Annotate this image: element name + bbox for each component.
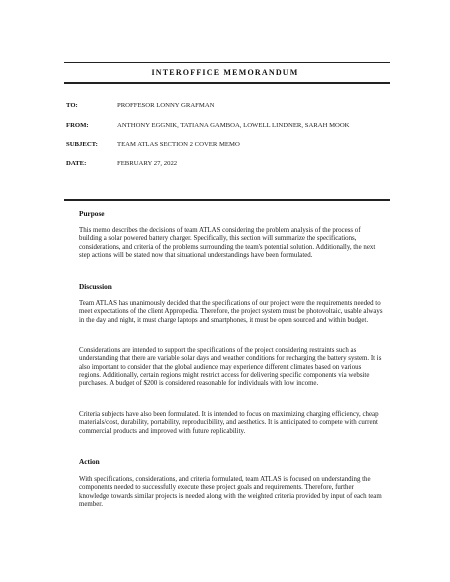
header-date-value: FEBRUARY 27, 2022 bbox=[117, 160, 178, 167]
header-from-label: FROM: bbox=[66, 122, 89, 129]
top-rule bbox=[64, 62, 390, 63]
header-subject-label: SUBJECT: bbox=[66, 141, 98, 148]
action-heading: Action bbox=[79, 457, 100, 466]
header-subject-value: TEAM ATLAS SECTION 2 COVER MEMO bbox=[117, 141, 240, 148]
discussion-heading: Discussion bbox=[79, 282, 112, 291]
header-to-label: TO: bbox=[66, 102, 78, 109]
header-to-value: PROFFESOR LONNY GRAFMAN bbox=[117, 102, 215, 109]
purpose-heading: Purpose bbox=[79, 209, 105, 218]
discussion-paragraph-3: Criteria subjects have also been formulated. It is intended to focus on maximizing charging efficiency, cheap materials/cost, durability, portability, reproducibility, and aesthetics. It is anticipated to compete with current commercial products and improved with future replicability. bbox=[79, 411, 379, 435]
header-date-label: DATE: bbox=[66, 160, 87, 167]
action-paragraph: With specifications, considerations, and criteria formulated, team ATLAS is focused on understanding the components needed to successfully execute these project goals and requirements. Therefore, further knowledge towards similar projects is needed along with the weighted criteria provided by input of each team member. bbox=[79, 476, 382, 508]
header-rule bbox=[64, 199, 390, 201]
discussion-paragraph-1: Team ATLAS has unanimously decided that the specifications of our project were the requirements needed to meet expectations of the client Appropedia. Therefore, the project system must be photovoltaic, usable always in the day and night, it must charge laptops and smartphones, it must be open sourced and within budget. bbox=[79, 300, 383, 324]
discussion-paragraph-2: Considerations are intended to support the specifications of the project considering restraints such as understanding that there are variable solar days and weather conditions for recharging the battery system. It is also important to consider that the global audience may experience different climates based on various regions. Additionally, certain regions might restrict access for delivering specific components via website purchases. A budget of $200 is considered reasonable for individuals with low income. bbox=[79, 347, 382, 388]
purpose-paragraph: This memo describes the decisions of team ATLAS considering the problem analysis of the process of building a solar powered battery charger. Specifically, this section will summarize the specifications, considerations, and criteria of the problems surrounding the team's potential solution. Additionally, the next step actions will be stated now that situational understandings have been formulated. bbox=[79, 227, 376, 259]
memo-title: INTEROFFICE MEMORANDUM bbox=[151, 68, 299, 77]
header-from-value: ANTHONY EGGNIK, TATIANA GAMBOA, LOWELL LINDNER, SARAH MOOK bbox=[117, 122, 350, 129]
title-rule bbox=[64, 82, 390, 84]
